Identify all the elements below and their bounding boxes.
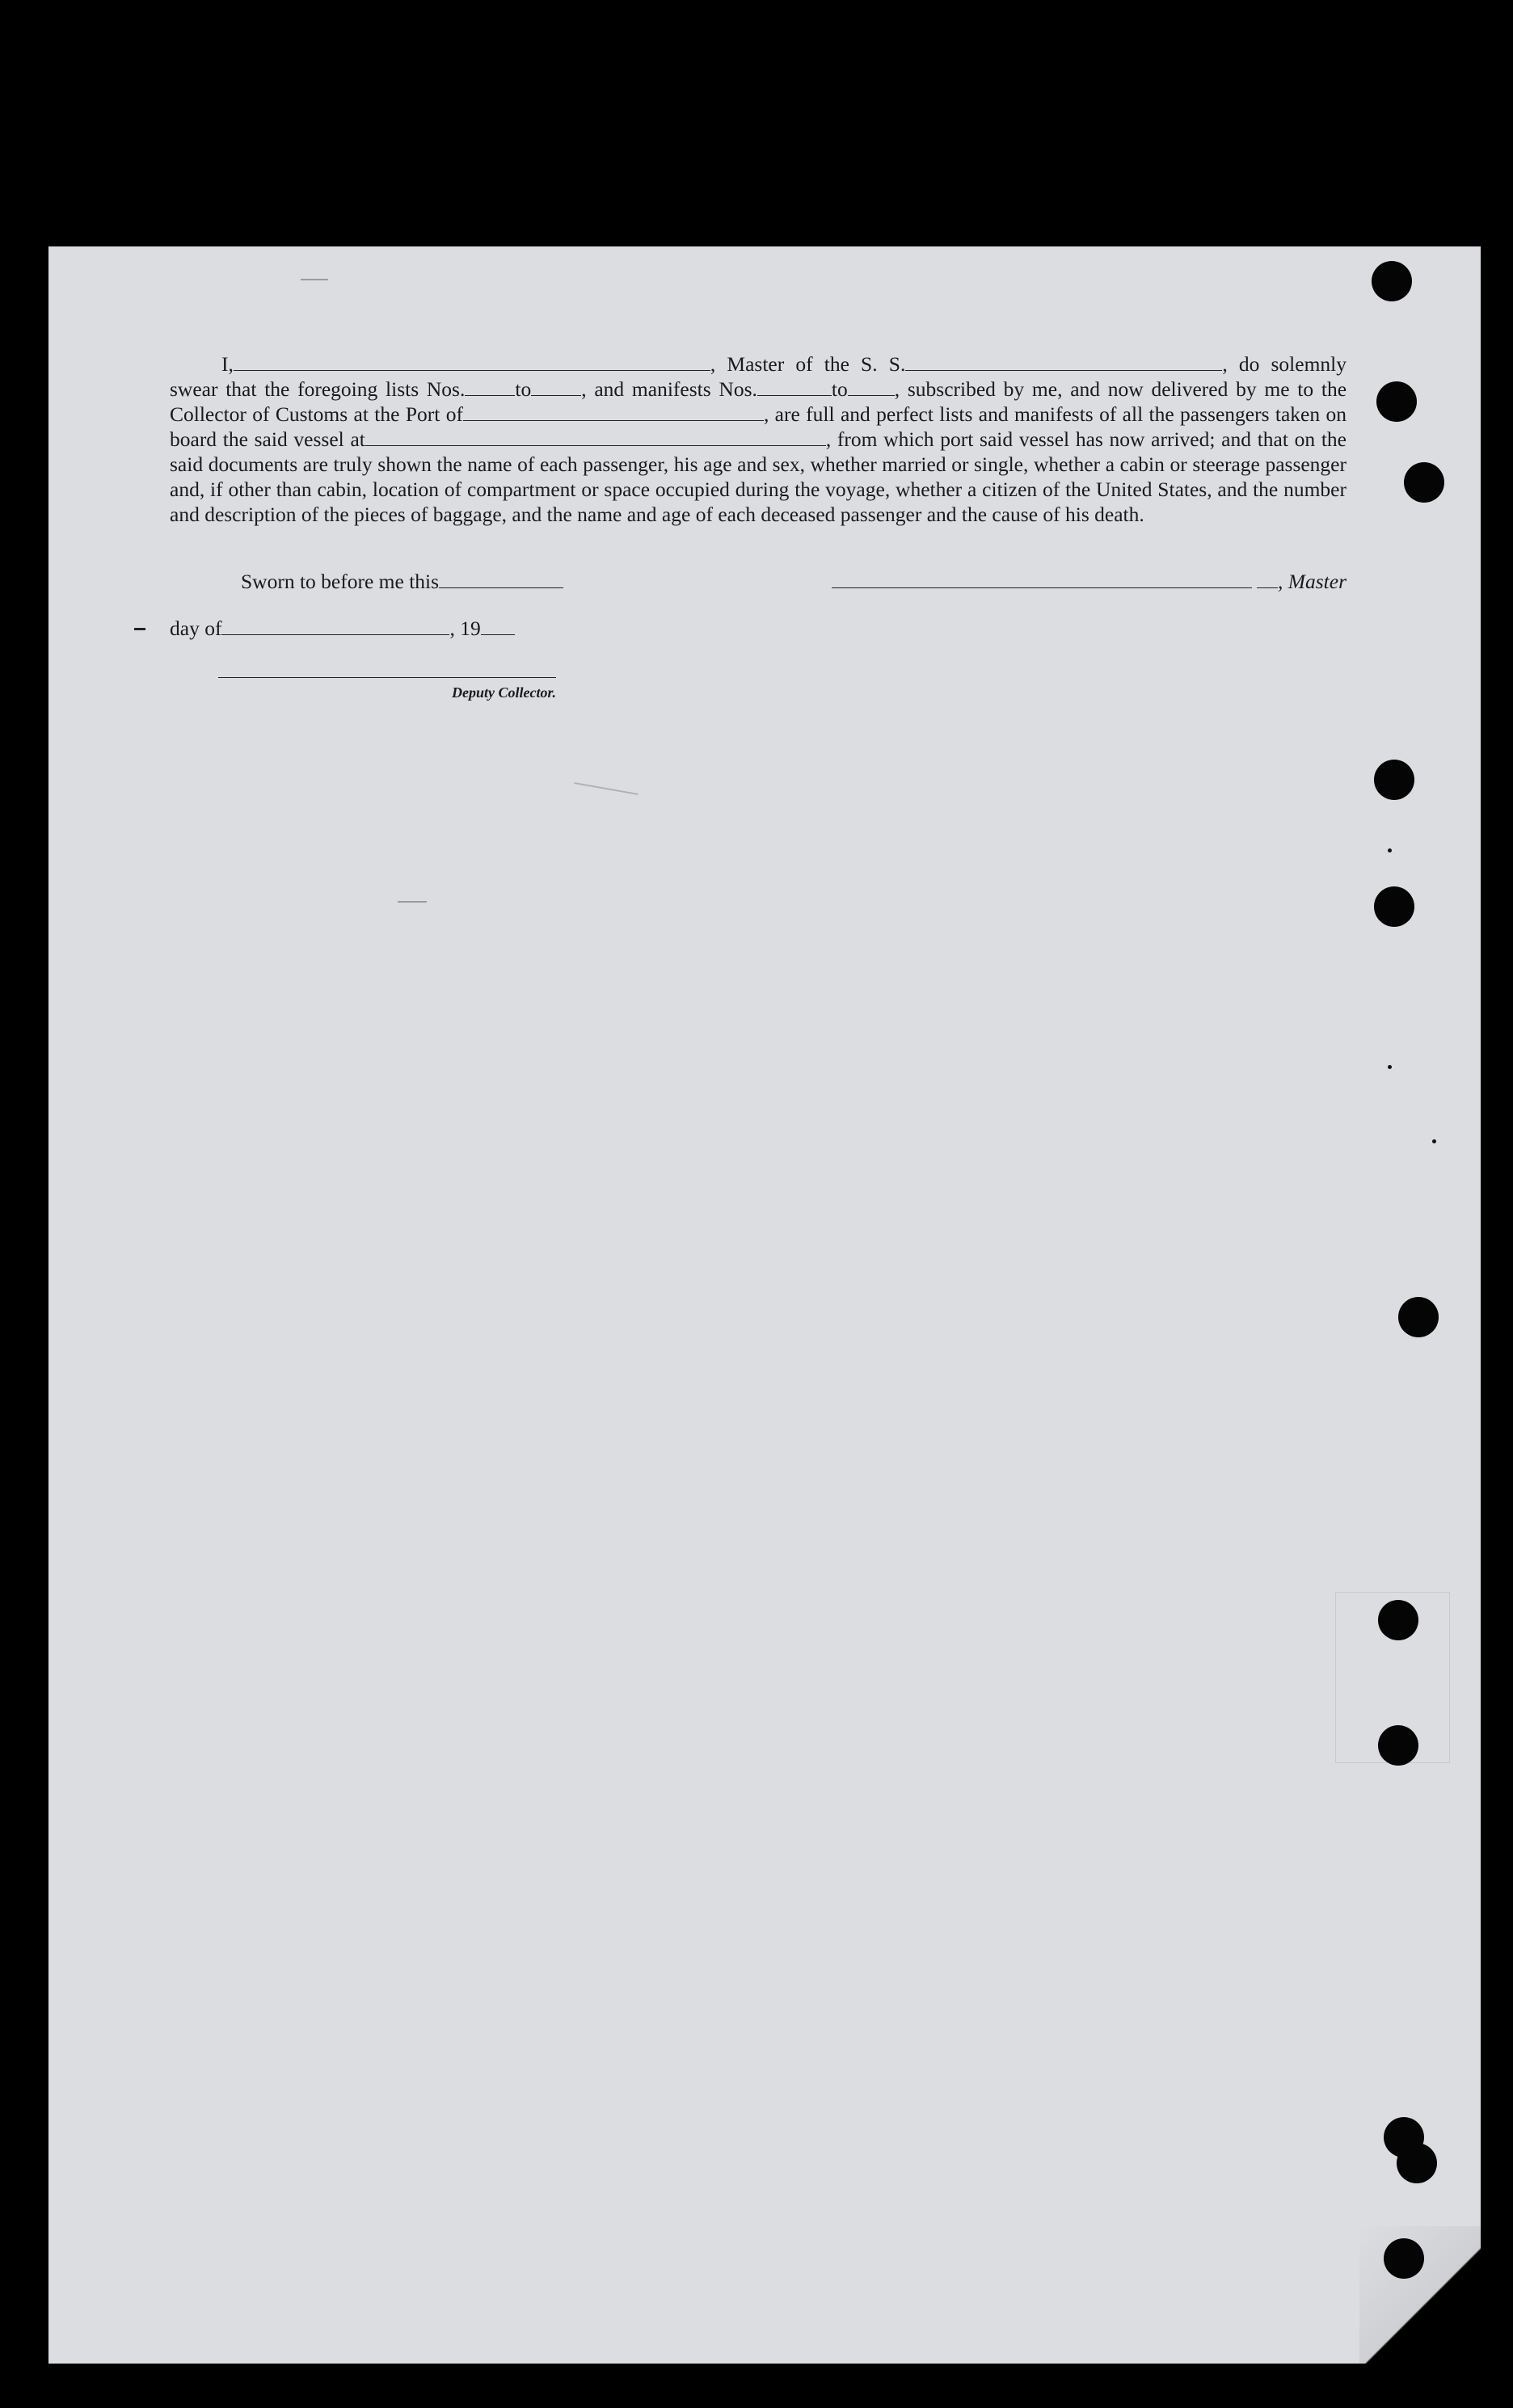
sworn-date-field[interactable] bbox=[439, 571, 563, 588]
day-row bbox=[170, 617, 515, 641]
oath-text-1: I, bbox=[221, 352, 234, 376]
speck-2 bbox=[1388, 1065, 1392, 1069]
speck-3 bbox=[1432, 1139, 1436, 1143]
oath-paragraph bbox=[170, 352, 1347, 527]
sworn-block bbox=[241, 570, 563, 594]
lists-to-field[interactable] bbox=[531, 379, 581, 396]
departure-port-field[interactable] bbox=[365, 429, 826, 446]
oath-text-5: to bbox=[515, 377, 532, 401]
manifests-to-field[interactable] bbox=[848, 379, 895, 396]
sworn-label: Sworn to before me this bbox=[241, 570, 440, 593]
deputy-collector-signature[interactable] bbox=[218, 677, 556, 701]
lists-from-field[interactable] bbox=[465, 379, 515, 396]
day-label: day of bbox=[170, 617, 222, 640]
binder-hole-3 bbox=[1404, 462, 1444, 503]
binder-hole-5 bbox=[1374, 886, 1414, 927]
year-label: , 19 bbox=[449, 617, 481, 640]
year-field[interactable] bbox=[481, 618, 515, 635]
oath-text-11: manifests of all the passengers taken on board the said vessel at bbox=[170, 402, 1347, 451]
binder-hole-4 bbox=[1374, 760, 1414, 800]
master-signature-block bbox=[832, 570, 1347, 594]
master-label: , Master bbox=[1278, 570, 1347, 593]
stray-mark-3 bbox=[574, 782, 638, 795]
master-signature-tail bbox=[1257, 571, 1278, 588]
sworn-row bbox=[170, 570, 1347, 599]
binder-hole-1 bbox=[1372, 261, 1412, 301]
oath-text-4: swear that the foregoing lists Nos. bbox=[170, 377, 466, 401]
oath-text-2: , Master of the S. S. bbox=[710, 352, 906, 376]
oath-text-6: , and manifests Nos. bbox=[581, 377, 757, 401]
master-signature-field[interactable] bbox=[832, 571, 1252, 588]
vessel-name-field[interactable] bbox=[905, 354, 1222, 371]
oath-text-13: port said vessel has now arrived; and that on the said documents are truly shown the name of each passenger, his age and sex, whether married or single, whether a cabin or steerage passenger and, if other than cabin, location of compartment or space occupied during the voyage, whether a citizen of the United States, and the number and description of the pieces of baggage, and the name and age of each deceased passenger and the cause of his death. bbox=[170, 427, 1347, 526]
day-month-field[interactable] bbox=[221, 618, 449, 635]
binder-hole-10 bbox=[1397, 2143, 1437, 2183]
binder-hole-6 bbox=[1398, 1297, 1439, 1337]
oath-text-10: , are full and perfect lists and bbox=[763, 402, 1009, 426]
stray-mark-2 bbox=[398, 901, 427, 903]
binder-hole-2 bbox=[1376, 381, 1417, 422]
master-name-field[interactable] bbox=[234, 354, 710, 371]
deputy-collector-label: Deputy Collector. bbox=[452, 684, 556, 701]
margin-dash-mark bbox=[134, 628, 145, 630]
binder-hole-11 bbox=[1384, 2238, 1424, 2279]
manifests-from-field[interactable] bbox=[757, 379, 832, 396]
oath-text-12: , from which bbox=[825, 427, 934, 451]
oath-text-7: to bbox=[831, 377, 848, 401]
manifest-back-page bbox=[48, 246, 1481, 2364]
port-field[interactable] bbox=[463, 404, 764, 421]
oath-text-8: , subscribed by me, and now bbox=[894, 377, 1144, 401]
oath-text-3: , do solemnly bbox=[1222, 352, 1347, 376]
speck-1 bbox=[1388, 848, 1392, 852]
stray-mark-1 bbox=[301, 279, 328, 280]
binder-hole-7 bbox=[1378, 1600, 1418, 1640]
binder-hole-8 bbox=[1378, 1725, 1418, 1766]
oath-text-9: delivered by me to the Collector of Customs at the Port of bbox=[170, 377, 1347, 426]
